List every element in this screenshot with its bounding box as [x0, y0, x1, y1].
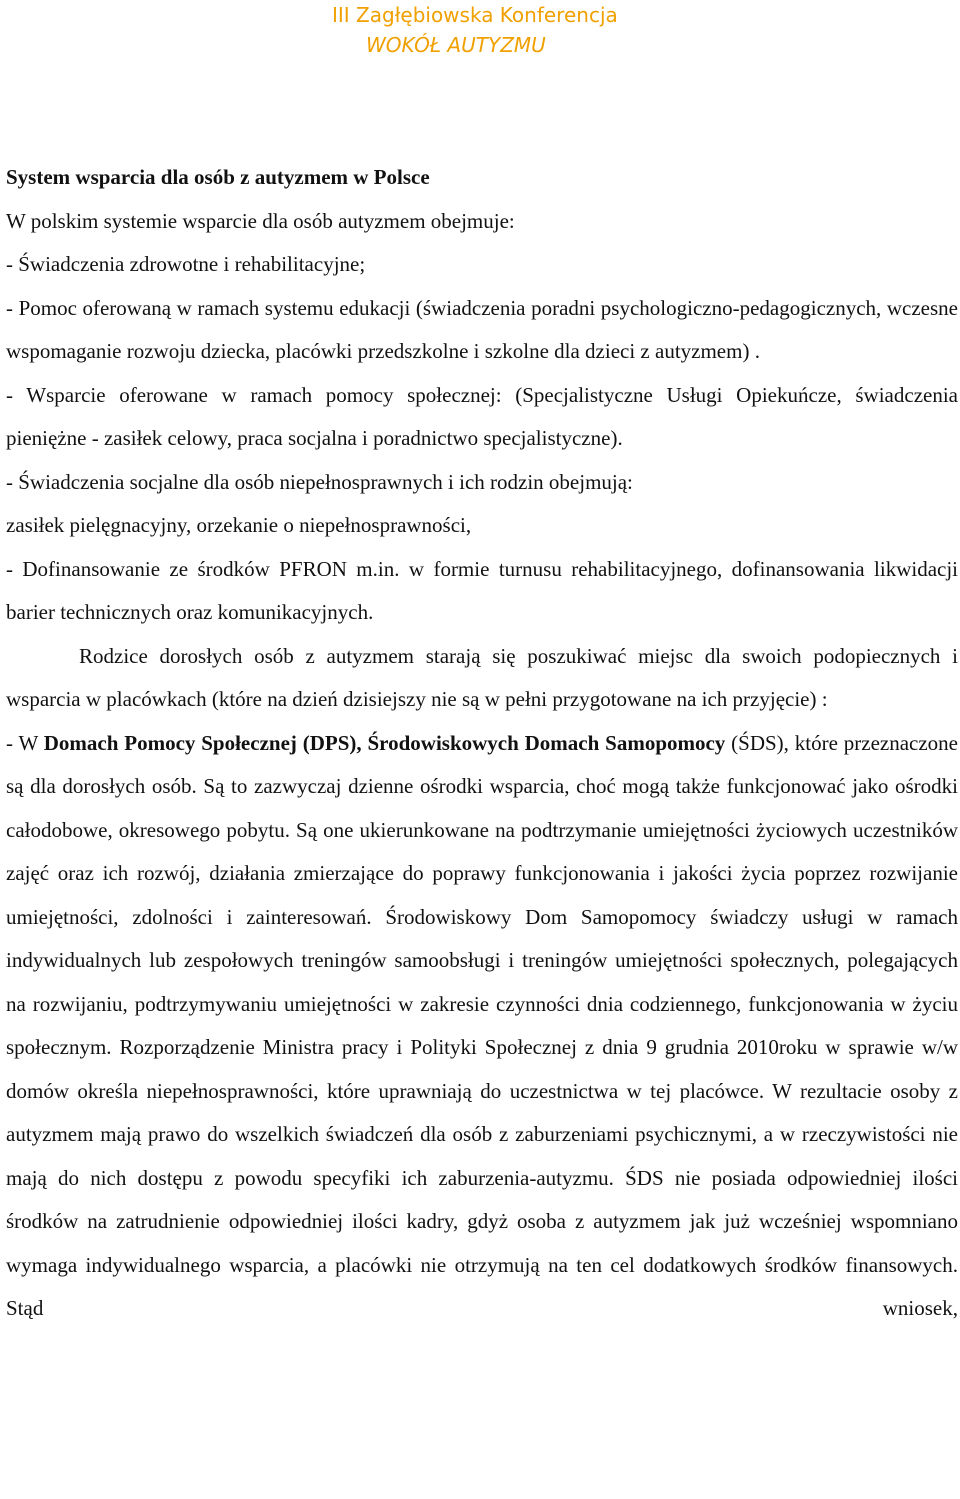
list-item-pfron: - Dofinansowanie ze środków PFRON m.in. w formie turnusu rehabilitacyjnego, dofinansowania likwidacji barier technicznych oraz komunikacyjnych.: [6, 556, 958, 624]
document-title: System wsparcia dla osób z autyzmem w Polsce: [6, 165, 430, 189]
header-conference-theme: WOKÓŁ AUTYZMU: [366, 33, 546, 57]
list-item-health: - Świadczenia zdrowotne i rehabilitacyjne;: [6, 252, 366, 276]
document-body: [6, 156, 958, 1331]
paragraph-dps-sds: [6, 722, 958, 1331]
paragraph-dps-bold: Domach Pomocy Społecznej (DPS), Środowiskowych Domach Samopomocy: [43, 730, 726, 755]
intro-text: W polskim systemie wsparcie dla osób autyzmem obejmuje:: [6, 208, 515, 233]
list-item-social-benefits: - Świadczenia socjalne dla osób niepełnosprawnych i ich rodzin obejmują:: [6, 469, 633, 494]
list-item-social-benefits-details: zasiłek pielęgnacyjny, orzekanie o niepełnosprawności,: [6, 513, 472, 537]
header-conference-name: III Zagłębiowska Konferencja: [332, 3, 618, 27]
paragraph-dps-prefix: - W: [6, 730, 44, 755]
list-item-social-help: - Wsparcie oferowane w ramach pomocy społecznej: (Specjalistyczne Usługi Opiekuńcze, świadczenia pieniężne - zasiłek celowy, praca socjalna i poradnictwo specjalistyczne).: [6, 382, 958, 450]
paragraph-parents: Rodzice dorosłych osób z autyzmem starają się poszukiwać miejsc dla swoich podopiecznych i wsparcia w placówkach (które na dzień dzisiejszy nie są w pełni przygotowane na ich przyjęcie) :: [6, 643, 958, 711]
list-item-education: - Pomoc oferowaną w ramach systemu edukacji (świadczenia poradni psychologiczno-pedagogicznych, wczesne wspomaganie rozwoju dziecka, placówki przedszkolne i szkolne dla dzieci z autyzmem) .: [6, 295, 958, 363]
paragraph-dps-rest: (ŚDS), które przeznaczone są dla dorosłych osób. Są to zazwyczaj dzienne ośrodki wsparcia, choć mogą także funkcjonować jako ośrodki całodobowe, okresowego pobytu. Są one ukierunkowane na podtrzymanie umiejętności życiowych uczestników zajęć oraz ich rozwój, działania zmierzające do poprawy funkcjonowania i jakości życia poprzez rozwijanie umiejętności, zdolności i zainteresowań. Środowiskowy Dom Samopomocy świadczy usługi w ramach indywidualnych lub zespołowych treningów samoobsługi i treningów umiejętności społecznych, polegających na rozwijaniu, podtrzymywaniu umiejętności w zakresie czynności dnia codziennego, funkcjonowania w życiu społecznym. Rozporządzenie Ministra pracy i Polityki Społecznej z dnia 9 grudnia 2010roku w sprawie w/w domów określa niepełnosprawności, które uprawniają do uczestnictwa w tej placówce. W rezultacie osoby z autyzmem mają prawo do wszelkich świadczeń dla osób z zaburzeniami psychicznymi, a w rzeczywistości nie mają do nich dostępu z powodu specyfiki ich zaburzenia-autyzmu. ŚDS nie posiada odpowiedniej ilości środków na zatrudnienie odpowiedniej ilości kadry, gdyż osoba z autyzmem jak już wcześniej wspomniano wymaga indywidualnego wsparcia, a placówki nie otrzymują na ten cel dodatkowych środków finansowych. Stąd wniosek,: [6, 730, 958, 1320]
